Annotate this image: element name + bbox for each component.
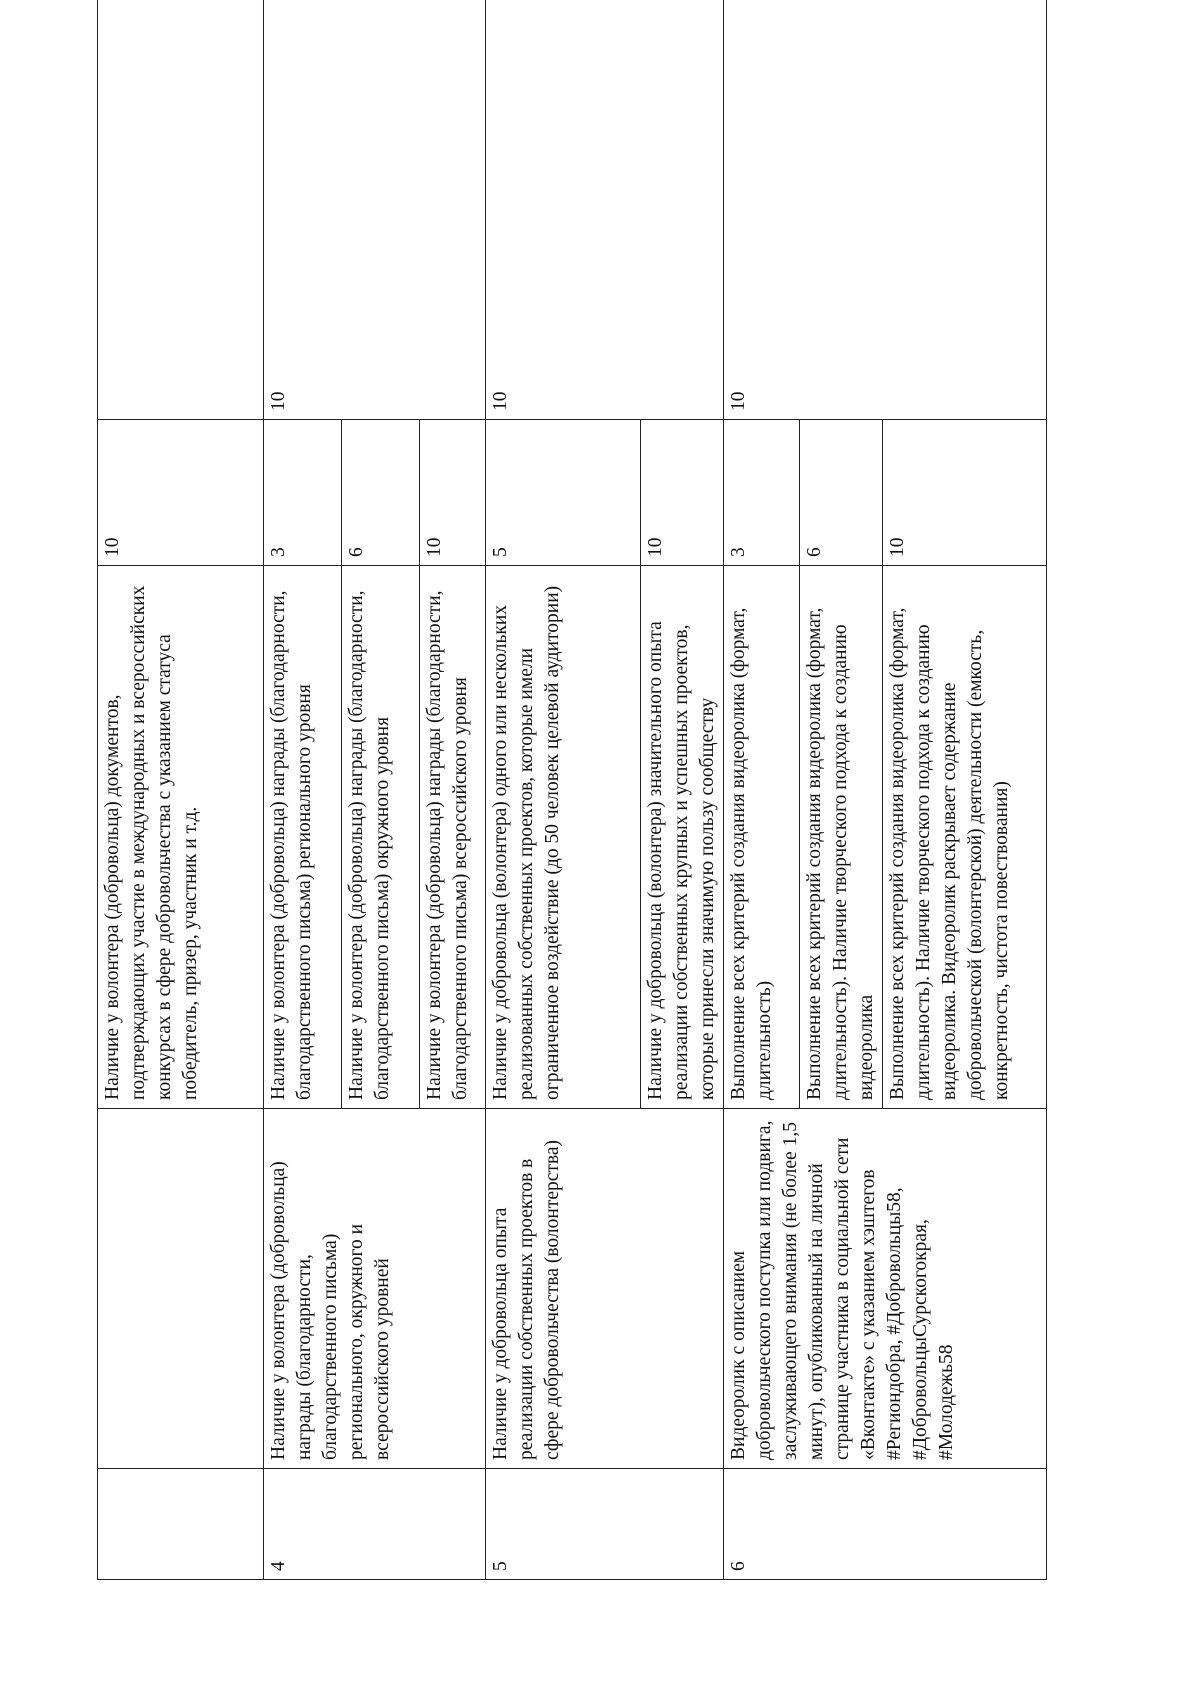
level-points-cell: 10	[98, 420, 264, 566]
max-points-cell: 10	[486, 0, 724, 420]
row-number-cell: 6	[724, 1469, 1047, 1580]
table-row	[724, 0, 800, 1580]
criterion-name-cell: Наличие у волонтера (добровольца) награды (благодарности, благодарственного письма) регионального, окружного и всероссийского уровней	[264, 1109, 486, 1469]
table-row	[98, 0, 264, 1580]
level-points-cell: 3	[264, 420, 342, 566]
level-description-cell: Наличие у волонтера (добровольца) награды (благодарности, благодарственного письма) окружного уровня	[342, 566, 420, 1109]
level-description-cell: Наличие у волонтера (добровольца) награды (благодарности, благодарственного письма) регионального уровня	[264, 566, 342, 1109]
level-points-cell: 6	[342, 420, 420, 566]
level-points-cell: 10	[641, 420, 724, 566]
level-points-cell: 6	[800, 420, 883, 566]
criterion-name-cell: Наличие у добровольца опыта реализации собственных проектов в сфере добровольчества (волонтерства)	[486, 1109, 724, 1469]
table-row	[264, 0, 342, 1580]
level-points-cell: 5	[486, 420, 641, 566]
criteria-table	[97, 0, 1047, 1580]
criterion-name-cell: Видеоролик с описанием добровольческого поступка или подвига, заслуживающего внимания (не более 1,5 минут), опубликованный на личной странице участника в социальной сети «Вконтакте» с указанием хэштегов #Региондобра, #Добровольцы58, #ДобровольцыСурскогокрая, #Молодежь58	[724, 1109, 1047, 1469]
max-points-cell: 10	[724, 0, 1047, 420]
max-points-cell	[98, 0, 264, 420]
level-description-cell: Выполнение всех критерий создания видеоролика (формат, длительность)	[724, 566, 800, 1109]
level-description-cell: Наличие у волонтера (добровольца) награды (благодарности, благодарственного письма) всероссийского уровня	[420, 566, 486, 1109]
table-row	[486, 0, 641, 1580]
criterion-name-cell	[98, 1109, 264, 1469]
level-points-cell: 10	[883, 420, 1047, 566]
level-description-cell: Выполнение всех критерий создания видеоролика (формат, длительность). Наличие творческого подхода к созданию видеоролика	[800, 566, 883, 1109]
row-number-cell: 4	[264, 1469, 486, 1580]
max-points-cell: 10	[264, 0, 486, 420]
level-description-cell: Наличие у добровольца (волонтера) одного или нескольких реализованных собственных проектов, которые имели ограниченное воздействие (до 50 человек целевой аудитории)	[486, 566, 641, 1109]
level-description-cell: Выполнение всех критерий создания видеоролика (формат, длительность). Наличие творческого подхода к созданию видеоролика. Видеоролик раскрывает содержание добровольческой (волонтерской) деятельности (емкость, конкретность, чистота повествования)	[883, 566, 1047, 1109]
level-points-cell: 3	[724, 420, 800, 566]
row-number-cell: 5	[486, 1469, 724, 1580]
level-description-cell: Наличие у добровольца (волонтера) значительного опыта реализации собственных крупных и успешных проектов, которые принесли значимую пользу сообществу	[641, 566, 724, 1109]
row-number-cell	[98, 1469, 264, 1580]
level-description-cell: Наличие у волонтера (добровольца) документов, подтверждающих участие в международных и всероссийских конкурсах в сфере добровольчества с указанием статуса победитель, призер, участник и т.д.	[98, 566, 264, 1109]
level-points-cell: 10	[420, 420, 486, 566]
